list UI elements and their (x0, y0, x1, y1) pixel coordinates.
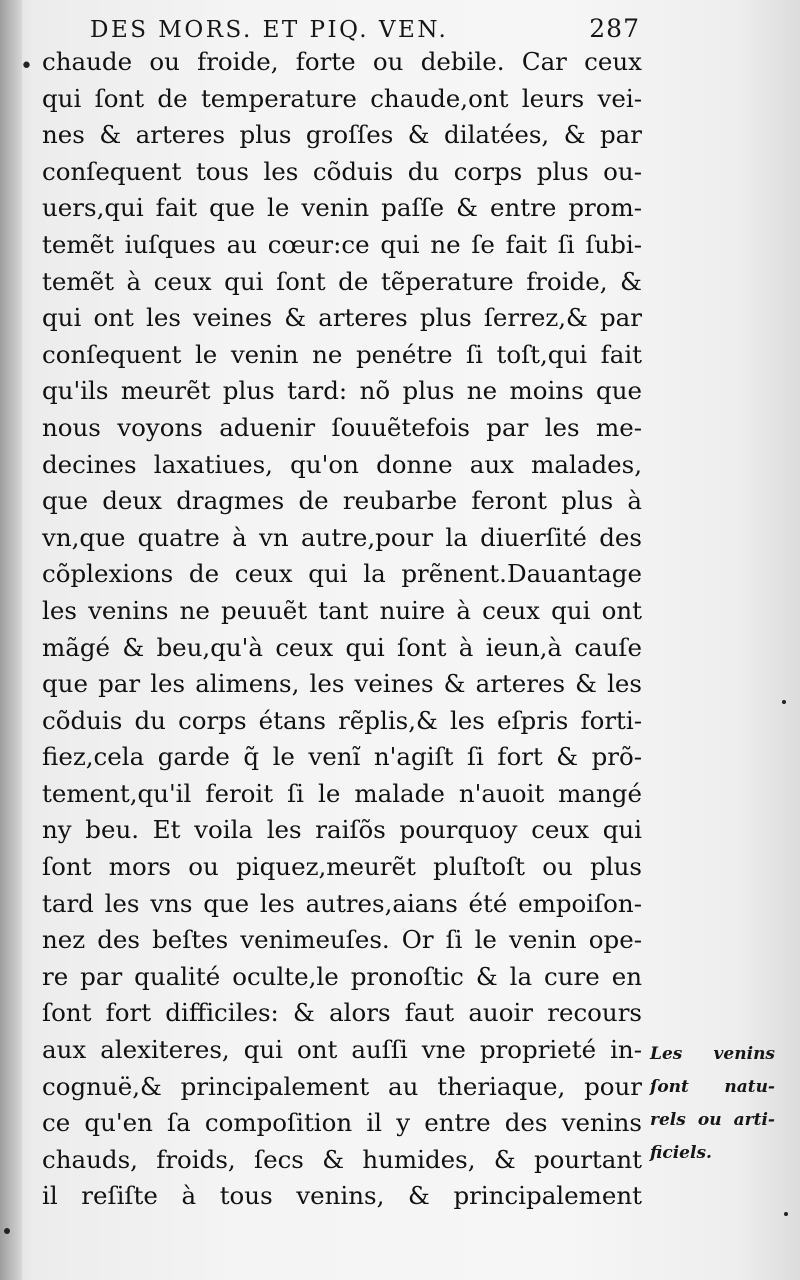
text-line: temẽt à ceux qui ſont de tẽperature froide, & (42, 266, 642, 296)
text-line: decines laxatiues, qu'on donne aux malades, (42, 449, 642, 479)
text-line: cognuë,& principalement au theriaque, pour (42, 1071, 642, 1101)
marginal-note (650, 1038, 775, 1170)
text-line: les venins ne peuuẽt tant nuire à ceux qui ont (42, 595, 642, 625)
text-line: que par les alimens, les veines & arteres & les (42, 669, 642, 699)
text-line: ny beu. Et voila les raiſõs pourquoy ceux qui (42, 815, 642, 845)
text-line: cõplexions de ceux qui la prẽnent.Dauantage (42, 559, 642, 589)
text-line: temẽt iuſques au cœur:ce qui ne ſe fait ſi ſubi- (42, 229, 642, 259)
margin-note-line: ficiels. (650, 1143, 712, 1163)
text-line: re par qualité oculte,le pronoſtic & la cure en (42, 961, 642, 991)
text-line: chauds, froids, ſecs & humides, & pourtant (42, 1144, 642, 1174)
main-text-block (42, 44, 642, 1215)
text-line: qu'ils meurẽt plus tard: nõ plus ne moins que (42, 376, 642, 406)
text-line: aux alexiteres, qui ont auſſi vne proprieté in- (42, 1035, 642, 1065)
ink-speck (4, 1228, 10, 1234)
text-line: fiez,cela garde q̃ le venĩ n'agiſt ſi fort & prõ- (42, 742, 642, 772)
running-header (90, 14, 640, 48)
running-title: DES MORS. ET PIQ. VEN. (90, 17, 449, 43)
page-number: 287 (589, 14, 640, 43)
text-line: nes & arteres plus groſſes & dilatées, & par (42, 120, 642, 150)
text-line: cõduis du corps étans rẽplis,& les eſpris forti- (42, 705, 642, 735)
text-line: tard les vns que les autres,aians été empoiſon- (42, 888, 642, 918)
margin-note-line: ſont natu- (650, 1077, 775, 1097)
ink-speck (784, 1212, 788, 1216)
text-line: conſequent tous les cõduis du corps plus ou- (42, 156, 642, 186)
text-line: tement,qu'il feroit ſi le malade n'auoit mangé (42, 778, 642, 808)
text-line: chaude ou froide, forte ou debile. Car ceux (42, 47, 642, 76)
text-line: ce qu'en ſa compoſition il y entre des venins (42, 1108, 642, 1138)
text-line: conſequent le venin ne penétre ſi toſt,qui fait (42, 339, 642, 369)
text-line: vn,que quatre à vn autre,pour la diuerſité des (42, 522, 642, 552)
text-line: qui ont les veines & arteres plus ſerrez,& par (42, 303, 642, 333)
ink-speck (782, 700, 786, 704)
margin-note-line: Les venins (650, 1044, 775, 1064)
text-line: ſont mors ou piquez,meurẽt pluſtoſt ou plus (42, 852, 642, 882)
text-line: uers,qui fait que le venin paſſe & entre prom- (42, 193, 642, 223)
text-line: mãgé & beu,qu'à ceux qui ſont à ieun,à cauſe (42, 632, 642, 662)
text-line: ſont fort difficiles: & alors faut auoir recours (42, 998, 642, 1028)
margin-mark-icon: • (20, 54, 33, 79)
text-line: que deux dragmes de reubarbe feront plus à (42, 486, 642, 516)
text-line: il reſiſte à tous venins, & principalement (42, 1181, 642, 1211)
text-line: nez des beſtes venimeuſes. Or ſi le venin ope- (42, 925, 642, 955)
page-gutter-shadow (0, 0, 22, 1280)
margin-note-line: rels ou arti- (650, 1110, 775, 1130)
text-line: qui ſont de temperature chaude,ont leurs vei- (42, 83, 642, 113)
text-line: nous voyons aduenir ſouuẽtefois par les me- (42, 412, 642, 442)
